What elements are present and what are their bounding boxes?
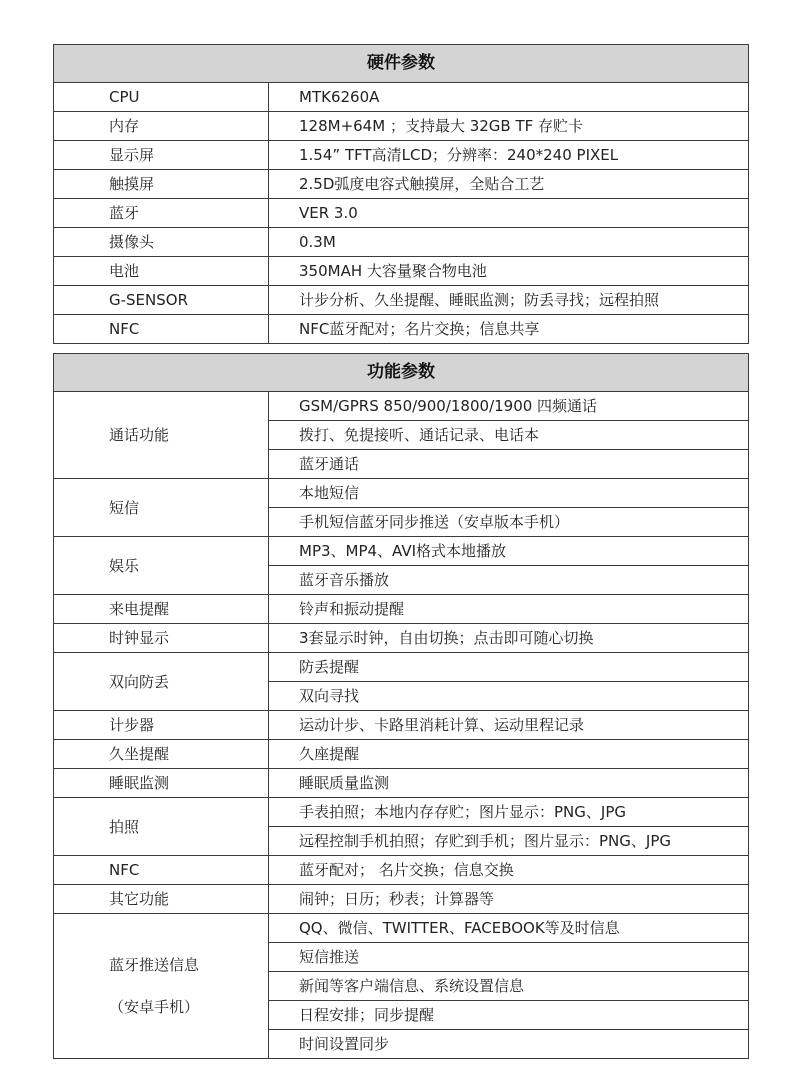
hardware-rows — [54, 83, 749, 344]
function-spec-table — [53, 353, 749, 1059]
function-value: 3套显示时钟，自由切换；点击即可随心切换 — [269, 624, 749, 653]
function-group-label-text: 蓝牙推送信息 — [109, 956, 200, 974]
table-row — [54, 653, 749, 682]
function-value: 短信推送 — [269, 943, 749, 972]
function-group-label — [54, 392, 269, 479]
spec-label: CPU — [54, 83, 269, 112]
function-rows — [54, 392, 749, 1059]
function-group-label-text: 短信 — [109, 498, 140, 517]
function-group-label-text: 通话功能 — [109, 426, 170, 444]
function-value: 本地短信 — [269, 479, 749, 508]
function-group-label-text: 其它功能 — [109, 890, 170, 908]
table-row — [54, 170, 749, 199]
spec-value: VER 3.0 — [269, 199, 749, 228]
spec-label: 摄像头 — [54, 228, 269, 257]
function-group-label-text: 双向防丢 — [109, 672, 170, 691]
table-row — [54, 769, 749, 798]
spec-value: NFC蓝牙配对；名片交换；信息共享 — [269, 315, 749, 344]
function-value: 铃声和振动提醒 — [269, 595, 749, 624]
function-group-label — [54, 479, 269, 537]
spec-label: 电池 — [54, 257, 269, 286]
table-row — [54, 595, 749, 624]
function-value: 手机短信蓝牙同步推送（安卓版本手机） — [269, 508, 749, 537]
function-group-label-text: NFC — [109, 861, 140, 879]
table-row — [54, 392, 749, 421]
hardware-title: 硬件参数 — [54, 45, 749, 83]
function-group-label — [54, 914, 269, 1059]
function-value: 双向寻找 — [269, 682, 749, 711]
function-group-label — [54, 885, 269, 914]
spec-label: 显示屏 — [54, 141, 269, 170]
table-row — [54, 885, 749, 914]
table-row — [54, 740, 749, 769]
function-group-label-text: 时钟显示 — [109, 629, 170, 647]
function-group-label-text: 睡眠监测 — [109, 774, 170, 792]
function-group-label — [54, 624, 269, 653]
spec-value: 0.3M — [269, 228, 749, 257]
function-group-label-text: 来电提醒 — [109, 600, 170, 618]
function-group-label-text: 久坐提醒 — [109, 745, 170, 763]
spec-label: 触摸屏 — [54, 170, 269, 199]
table-row — [54, 624, 749, 653]
function-title: 功能参数 — [54, 354, 749, 392]
function-group-label-text: 拍照 — [109, 817, 140, 836]
function-header-row — [54, 354, 749, 392]
spec-value: 350MAH 大容量聚合物电池 — [269, 257, 749, 286]
function-value: 防丢提醒 — [269, 653, 749, 682]
function-group-label — [54, 653, 269, 711]
table-row — [54, 83, 749, 112]
function-value: 闹钟；日历；秒表；计算器等 — [269, 885, 749, 914]
table-row — [54, 711, 749, 740]
spec-value: 2.5D弧度电容式触摸屏，全贴合工艺 — [269, 170, 749, 199]
function-group-label-text: 计步器 — [109, 716, 155, 734]
function-group-label — [54, 595, 269, 624]
spec-label: 内存 — [54, 112, 269, 141]
hardware-spec-table — [53, 44, 749, 344]
table-row — [54, 141, 749, 170]
table-row — [54, 286, 749, 315]
table-row — [54, 479, 749, 508]
table-row — [54, 798, 749, 827]
function-value: 蓝牙配对； 名片交换；信息交换 — [269, 856, 749, 885]
table-row — [54, 315, 749, 344]
function-value: 拨打、免提接听、通话记录、电话本 — [269, 421, 749, 450]
function-group-label — [54, 769, 269, 798]
function-value: MP3、MP4、AVI格式本地播放 — [269, 537, 749, 566]
function-group-label — [54, 711, 269, 740]
function-value: GSM/GPRS 850/900/1800/1900 四频通话 — [269, 392, 749, 421]
function-group-label — [54, 537, 269, 595]
spec-value: 1.54” TFT高清LCD；分辨率：240*240 PIXEL — [269, 141, 749, 170]
function-group-label — [54, 740, 269, 769]
table-row — [54, 257, 749, 286]
table-row — [54, 112, 749, 141]
function-value: 时间设置同步 — [269, 1030, 749, 1059]
function-value: QQ、微信、TWITTER、FACEBOOK等及时信息 — [269, 914, 749, 943]
spec-value: MTK6260A — [269, 83, 749, 112]
function-group-label — [54, 798, 269, 856]
table-row — [54, 856, 749, 885]
table-row — [54, 199, 749, 228]
function-value: 蓝牙音乐播放 — [269, 566, 749, 595]
function-value: 远程控制手机拍照；存贮到手机；图片显示：PNG、JPG — [269, 827, 749, 856]
spec-label: 蓝牙 — [54, 199, 269, 228]
function-group-label — [54, 856, 269, 885]
spec-value: 128M+64M ；支持最大 32GB TF 存贮卡 — [269, 112, 749, 141]
function-group-sublabel-text: （安卓手机） — [109, 998, 200, 1016]
function-value: 久座提醒 — [269, 740, 749, 769]
spec-value: 计步分析、久坐提醒、睡眠监测；防丢寻找；远程拍照 — [269, 286, 749, 315]
function-value: 手表拍照；本地内存存贮；图片显示：PNG、JPG — [269, 798, 749, 827]
table-row — [54, 914, 749, 943]
hardware-header-row — [54, 45, 749, 83]
function-value: 日程安排；同步提醒 — [269, 1001, 749, 1030]
function-value: 新闻等客户端信息、系统设置信息 — [269, 972, 749, 1001]
function-group-label-text: 娱乐 — [109, 556, 140, 575]
function-value: 睡眠质量监测 — [269, 769, 749, 798]
spec-label: G-SENSOR — [54, 286, 269, 315]
spec-label: NFC — [54, 315, 269, 344]
function-value: 蓝牙通话 — [269, 450, 749, 479]
table-row — [54, 537, 749, 566]
table-row — [54, 228, 749, 257]
function-value: 运动计步、卡路里消耗计算、运动里程记录 — [269, 711, 749, 740]
